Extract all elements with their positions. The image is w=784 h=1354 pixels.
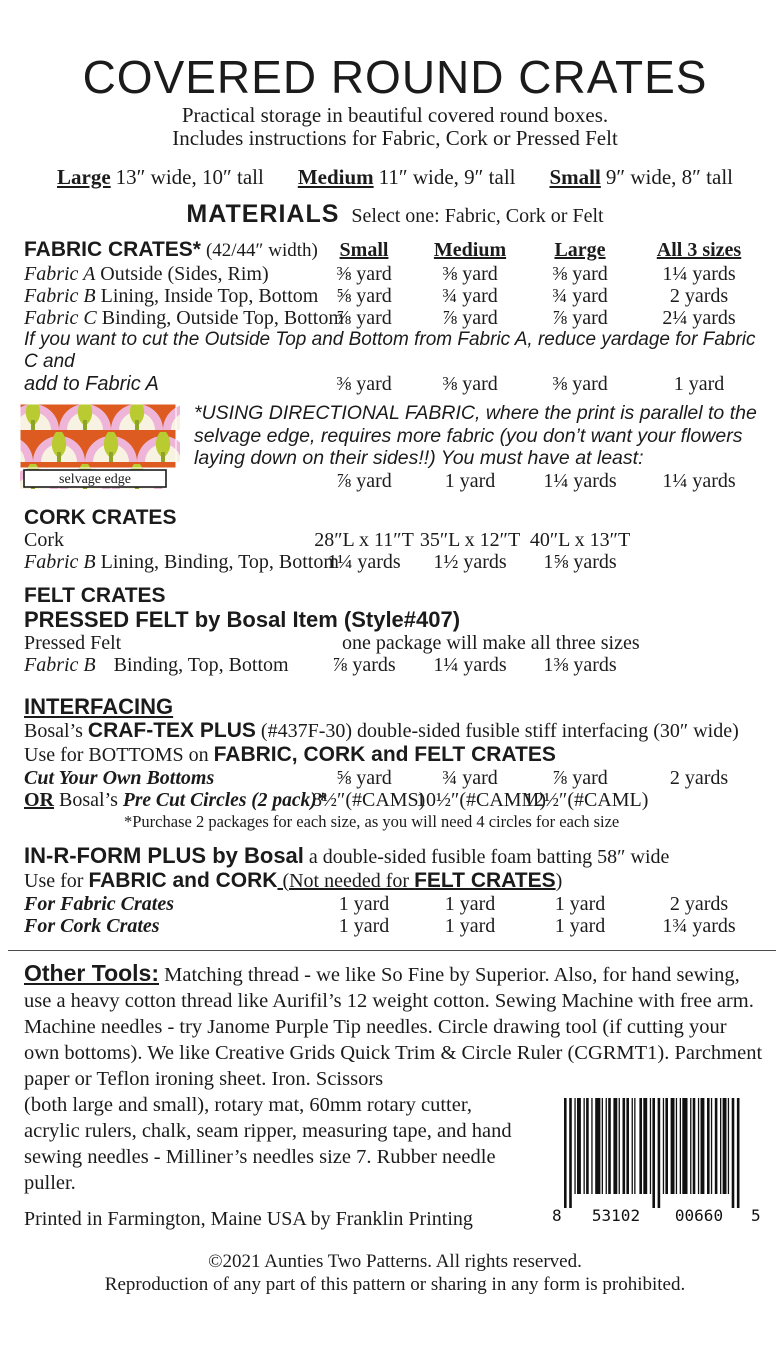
size-medium: Medium 11″ wide, 9″ tall <box>297 165 516 189</box>
printed-note: Printed in Farmington, Maine USA by Franklin Printing <box>24 1208 473 1230</box>
reproduction-line: Reproduction of any part of this pattern or sharing in any form is prohibited. <box>104 1274 686 1295</box>
table-row: Fabric B Binding, Top, Bottom ⅞ yards 1¼ yards 1⅜ yards <box>24 654 617 676</box>
size-summary <box>24 165 766 189</box>
subtitle-line-2: Includes instructions for Fabric, Cork or Pressed Felt <box>172 126 618 150</box>
inrform-heading-line: IN-R-FORM PLUS by Bosal a double-sided fusible foam batting 58″ wide <box>24 843 670 868</box>
craftex-line: Bosal’s CRAF-TEX PLUS (#437F-30) double-sided fusible stiff interfacing (30″ wide) <box>24 719 739 742</box>
fabric-crates-header-row: FABRIC CRATES* (42/44″ width) Small Medium Large All 3 sizes <box>24 238 766 263</box>
table-row: Cork 28″L x 11″T 35″L x 12″T 40″L x 13″T <box>24 529 631 551</box>
directional-fabric-note <box>24 402 766 495</box>
section-divider <box>8 950 776 951</box>
inrform-use-line: Use for FABRIC and CORK (Not needed for FELT CRATES) <box>24 869 563 892</box>
directional-note-text: *USING DIRECTIONAL FABRIC, where the print is parallel to the selvage edge, requires more fabric (you don’t want your flowers laying down on their sides!!) You must have at least: <box>194 402 757 469</box>
materials-heading: MATERIALS Select one: Fabric, Cork or Felt <box>186 200 604 228</box>
other-tools-heading: Other Tools: <box>24 960 160 986</box>
other-tools-paragraph: Other Tools: Matching thread - we like So Fine by Superior. Also, for hand sewing, use a heavy cotton thread like Aurifil’s 12 weight cotton. Sewing Machine with free arm. Machine needles - try Janome Purple Tip needles. Circle drawing tool (if cutting your own bottoms). We like Creative Grids Quick Trim & Circle Ruler (CGRMT1). Parchment paper or Teflon ironing sheet. Iron. Scissors <box>24 960 763 1090</box>
cork-crates-heading: CORK CRATES <box>24 506 177 529</box>
directional-values-row: ⅞ yard 1 yard 1¼ yards 1¼ yards <box>336 469 736 492</box>
barcode-left-digit: 8 <box>552 1206 562 1224</box>
pressed-felt-note: one package will make all three sizes <box>342 632 640 654</box>
pressed-felt-heading: PRESSED FELT by Bosal Item (Style#407) <box>24 607 461 632</box>
size-large: Large 13″ wide, 10″ tall <box>57 165 264 189</box>
felt-crates-heading: FELT CRATES <box>24 584 166 607</box>
selvage-edge-label: selvage edge <box>59 472 131 487</box>
size-small: Small 9″ wide, 8″ tall <box>549 165 733 189</box>
cut-note-row: add to Fabric A ⅜ yard ⅜ yard ⅜ yard 1 yard <box>24 373 725 395</box>
table-row: For Fabric Crates 1 yard 1 yard 1 yard 2 yards <box>24 893 729 915</box>
table-row: Cut Your Own Bottoms ⅝ yard ¾ yard ⅞ yard 2 yards <box>24 767 729 789</box>
table-row: Fabric B Lining, Inside Top, Bottom ⅝ yard ¾ yard ¾ yard 2 yards <box>24 285 729 307</box>
fabric-crates-heading: FABRIC CRATES* <box>24 238 201 261</box>
table-row: Fabric C Binding, Outside Top, Bottom ⅞ yard ⅞ yard ⅞ yard 2¼ yards <box>24 307 736 329</box>
interfacing-heading: INTERFACING <box>24 694 174 719</box>
cut-note-line1: If you want to cut the Outside Top and Bottom from Fabric A, reduce yardage for Fabric C and <box>24 329 756 372</box>
column-header-all3: All 3 sizes <box>656 239 742 261</box>
barcode-group2: 00660 <box>674 1206 724 1224</box>
column-header-medium: Medium <box>433 239 507 261</box>
purchase-note: *Purchase 2 packages for each size, as you will need 4 circles for each size <box>124 812 620 831</box>
table-row: Pressed Felt one package will make all three sizes <box>24 632 766 654</box>
craftex-product-name: CRAF-TEX PLUS <box>87 719 256 742</box>
barcode-group1: 53102 <box>591 1206 641 1224</box>
table-row: Fabric B Lining, Binding, Top, Bottom 1¼ yards 1½ yards 1⅝ yards <box>24 551 617 573</box>
fabric-swatch-image <box>20 404 180 489</box>
column-header-large: Large <box>554 239 606 261</box>
column-header-small: Small <box>339 239 389 261</box>
page-title: COVERED ROUND CRATES <box>82 51 708 103</box>
table-row: For Cork Crates 1 yard 1 yard 1 yard 1¾ yards <box>24 915 736 937</box>
barcode <box>546 1096 766 1231</box>
pattern-back-cover <box>0 51 784 1296</box>
table-row: Fabric A Outside (Sides, Rim) ⅜ yard ⅜ yard ⅜ yard 1¼ yards <box>24 263 736 285</box>
pre-cut-circles-row: OR Bosal’s Pre Cut Circles (2 pack)* 8½″(#CAMS) 10½″(#CAMM) 12½″(#CAML) <box>24 789 649 811</box>
barcode-right-digit: 5 <box>751 1206 761 1224</box>
copyright-footer <box>24 1250 766 1296</box>
other-tools-paragraph-2: 8 53102 00660 5 (both large and small), rotary mat, 60mm rotary cutter, acrylic rulers, chalk, seam ripper, measuring tape, and hand sewing needles - Milliner’s needles size 7. Rubber needle puller. <box>24 1092 766 1196</box>
use-for-bottoms-line: Use for BOTTOMS on FABRIC, CORK and FELT CRATES <box>24 743 556 766</box>
copyright-line: ©2021 Aunties Two Patterns. All rights reserved. <box>208 1251 582 1272</box>
subtitle-line-1: Practical storage in beautiful covered round boxes. <box>181 103 609 127</box>
